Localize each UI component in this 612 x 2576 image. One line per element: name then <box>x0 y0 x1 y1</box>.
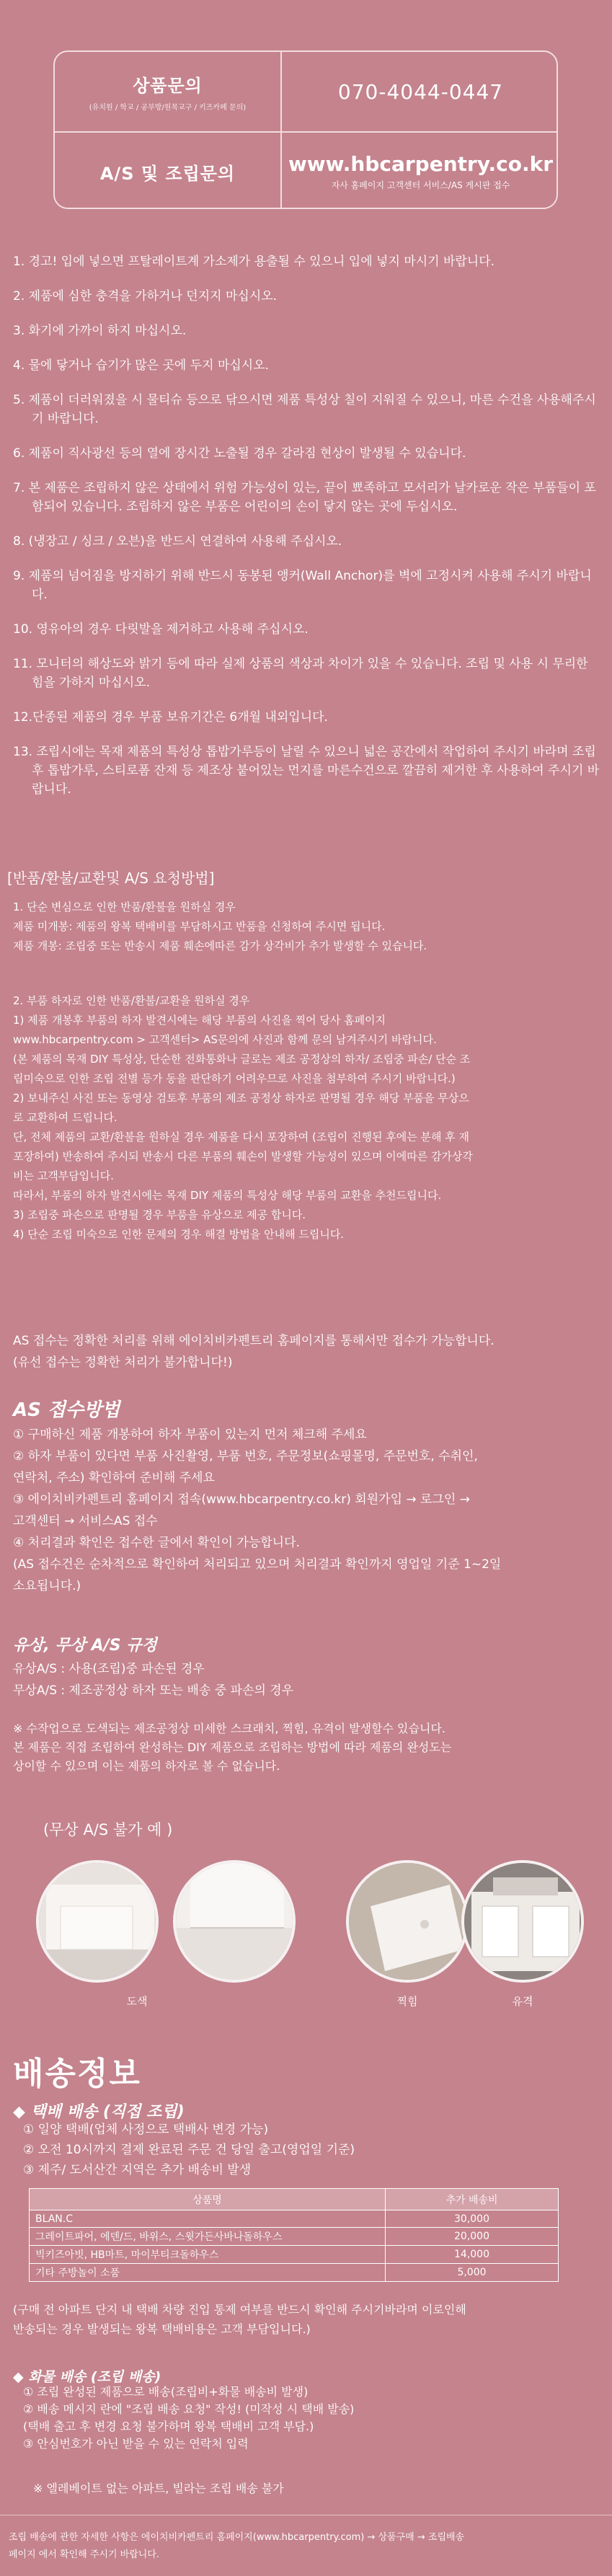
table-row <box>30 2228 559 2246</box>
table-row <box>30 2246 559 2264</box>
warning-item: 12.단종된 제품의 경우 부품 보유기간은 6개월 내외입니다. <box>13 710 328 725</box>
warning-item: 11. 모니터의 해상도와 밝기 등에 따라 실제 상품의 색상과 차이가 있을 수 있습니다. 조립 및 사용 시 무리한 힘을 가하지 마십시오. <box>13 657 588 690</box>
assembly-delivery-line: ① 조립 완성된 제품으로 배송(조립비+화물 배송비 발생) <box>23 2385 309 2399</box>
returns-defect-line: (본 제품의 목재 DIY 특성상, 단순한 전화통화나 글로는 제조 공정상의 하자/ 조립중 파손/ 단순 조 <box>13 1053 471 1066</box>
returns-defect-line: 로 교환하여 드립니다. <box>13 1111 117 1124</box>
not-possible-title: (무상 A/S 불가 예 ) <box>43 1821 173 1838</box>
paid-as-block <box>13 1658 600 1701</box>
website-link[interactable]: www.hbcarpentry.co.kr <box>288 152 554 176</box>
phone-cell <box>282 52 559 131</box>
warning-item: 9. 제품의 넘어짐을 방지하기 위해 반드시 동봉된 앵커(Wall Anchor)를 벽에 고정시켜 사용해 주시기 바랍니다. <box>13 569 592 602</box>
as-method-title: AS 접수방법 <box>13 1399 120 1421</box>
returns-defect-line: 립미숙으로 인한 조립 전별 등가 동을 판단하기 어려우므로 사진을 첨부하여 주시기 바랍니다.) <box>13 1072 456 1085</box>
assembly-delivery-title: ◆ 화물 배송 (조립 배송) <box>13 2369 161 2385</box>
warning-item: 3. 화기에 가까이 하지 마십시오. <box>13 324 187 338</box>
footer-note-line: 페이지 에서 확인해 주시기 바랍니다. <box>9 2549 160 2560</box>
paid-as-note-line: ※ 수작업으로 도색되는 제조공정상 미세한 스크래치, 찍힘, 유격이 발생할수 있습니다. <box>13 1722 445 1735</box>
product-inquiry-cell <box>55 52 280 131</box>
caption-dent: 찍힘 <box>396 1995 418 2008</box>
returns-defect-line: 4) 단순 조립 미숙으로 인한 문제의 경우 해결 방법을 안내해 드립니다. <box>13 1228 345 1241</box>
as-method-line: 고객센터 → 서비스AS 접수 <box>13 1514 158 1528</box>
table-header-product: 상품명 <box>30 2189 386 2210</box>
caption-paint: 도색 <box>126 1995 148 2008</box>
paid-as-note-line: 상이할 수 있으며 이는 제품의 하자로 볼 수 없습니다. <box>13 1759 280 1773</box>
apartment-note-line: (구매 전 아파트 단지 내 택배 차량 진입 통제 여부를 반드시 확인해 주시기바라며 이로인해 <box>13 2303 466 2316</box>
table-header-fee: 추가 배송비 <box>386 2189 559 2210</box>
warning-item: 5. 제품이 더러워졌을 시 물티슈 등으로 닦으시면 제품 특성상 칠이 지워질 수 있으니, 마른 수건을 사용해주시기 바랍니다. <box>13 393 596 426</box>
footer-note-line: 조립 배송에 관한 자세한 사항은 에이치비카펜트리 홈페이지(www.hbcarpentry.com) → 상품구매 → 조립배송 <box>9 2532 465 2543</box>
direct-delivery-line: ① 일양 택배(업체 사정으로 택배사 변경 가능) <box>23 2123 269 2137</box>
warning-item: 4. 물에 닿거나 습기가 많은 곳에 두지 마십시오. <box>13 358 270 373</box>
contact-info-box <box>53 50 558 209</box>
warning-list <box>13 252 600 815</box>
website-subtitle: 자사 홈페이지 고객센터 서비스/AS 게시판 접수 <box>331 180 510 190</box>
warning-item: 10. 영유아의 경우 다릿발을 제거하고 사용해 주십시오. <box>13 622 309 637</box>
dent-example-photo <box>346 1860 469 1983</box>
apartment-note <box>13 2300 600 2339</box>
returns-defect-block <box>13 991 600 1244</box>
table-cell-fee: 14,000 <box>386 2246 559 2264</box>
as-method-line: 연락처, 주소) 확인하여 준비해 주세요 <box>13 1471 215 1485</box>
paid-as-line: 유상A/S : 사용(조립)중 파손된 경우 <box>13 1662 205 1676</box>
footer-note <box>9 2529 596 2564</box>
table-cell-fee: 5,000 <box>386 2264 559 2282</box>
returns-simple-line: 제품 미개봉: 제품의 왕복 택배비를 부담하시고 반품을 신청하여 주시면 됩니다. <box>13 920 386 933</box>
direct-delivery-block <box>23 2120 611 2180</box>
returns-defect-line: 따라서, 부품의 하자 발견시에는 목재 DIY 제품의 특성상 해당 부품의 교환을 추천드립니다. <box>13 1189 442 1202</box>
warning-item: 6. 제품이 직사광선 등의 열에 장시간 노출될 경우 갈라짐 현상이 발생될 수 있습니다. <box>13 446 466 461</box>
warning-item: 1. 경고! 입에 넣으면 프탈레이트계 가소제가 용출될 수 있으니 입에 넣지 마시기 바랍니다. <box>13 254 495 269</box>
returns-defect-title: 2. 부품 하자로 인한 반품/환불/교환을 원하실 경우 <box>13 994 250 1007</box>
not-possible-photo-row <box>36 1860 584 2011</box>
paid-as-line: 무상A/S : 제조공정상 하자 또는 배송 중 파손의 경우 <box>13 1683 294 1698</box>
direct-delivery-line: ③ 제주/ 도서산간 지역은 추가 배송비 발생 <box>23 2163 252 2177</box>
table-cell-fee: 30,000 <box>386 2210 559 2228</box>
table-cell-product: 기타 주방놀이 소품 <box>30 2264 386 2282</box>
as-notice <box>13 1330 600 1373</box>
as-inquiry-cell <box>55 133 280 211</box>
assembly-delivery-line: ③ 안심번호가 아닌 받을 수 있는 연락처 입력 <box>23 2437 249 2451</box>
paint-example-photo <box>36 1860 159 1983</box>
table-cell-fee: 20,000 <box>386 2228 559 2246</box>
as-notice-line: AS 접수는 정확한 처리를 위해 에이치비카펜트리 홈페이지를 통해서만 접수가 가능합니다. <box>13 1334 495 1348</box>
caption-gap: 유격 <box>512 1995 533 2008</box>
returns-simple-line: 제품 개봉: 조립중 또는 반송시 제품 훼손에따른 감가 상각비가 추가 발생할 수 있습니다. <box>13 939 427 952</box>
as-method-block <box>13 1424 600 1597</box>
warning-item: 13. 조립시에는 목재 제품의 특성상 톱밥가루등이 날릴 수 있으니 넓은 공간에서 작업하여 주시기 바라며 조립 후 톱밥가루, 스티로폼 잔재 등 제조상 붙어있는 먼지를 마른수건으로 깔끔히 제거한 후 사용하여 주시기 바랍니다. <box>13 745 600 797</box>
product-inquiry-title: 상품문의 <box>133 76 203 96</box>
returns-defect-line: 단, 전체 제품의 교환/환불을 원하실 경우 제품을 다시 포장하여 (조립이 진행된 후에는 분해 후 재 <box>13 1130 470 1143</box>
returns-heading: [반품/환불/교환및 A/S 요청방법] <box>7 869 215 887</box>
paid-as-title: 유상, 무상 A/S 규정 <box>13 1637 157 1655</box>
warning-item: 2. 제품에 심한 충격을 가하거나 던지지 마십시오. <box>13 289 278 304</box>
warning-item: 7. 본 제품은 조립하지 않은 상태에서 위험 가능성이 있는, 끝이 뾰족하고 모서리가 날카로운 작은 부품들이 포함되어 있습니다. 조립하지 않은 부품은 어린이의 손이 닿지 않는 곳에 두십시오. <box>13 481 596 514</box>
apartment-note-line: 반송되는 경우 발생되는 왕복 택배비용은 고객 부담입니다.) <box>13 2322 311 2336</box>
as-method-line: ② 하자 부품이 있다면 부품 사진촬영, 부품 번호, 주문정보(쇼핑몰명, 주문번호, 수취인, <box>13 1449 478 1464</box>
as-method-line: ③ 에이치비카펜트리 홈페이지 접속(www.hbcarpentry.co.kr) 회원가입 → 로그인 → <box>13 1492 470 1507</box>
paid-as-note-line: 본 제품은 직접 조립하여 완성하는 DIY 제품으로 조립하는 방법에 따라 제품의 완성도는 <box>13 1740 452 1754</box>
website-cell <box>282 133 559 211</box>
phone-number[interactable]: 070-4044-0447 <box>337 79 504 104</box>
as-method-line: (AS 접수건은 순차적으로 확인하여 처리되고 있으며 처리결과 확인까지 영업일 기준 1~2일 <box>13 1557 502 1572</box>
as-inquiry-title: A/S 및 조립문의 <box>99 163 236 184</box>
direct-delivery-line: ② 오전 10시까지 결제 완료된 주문 건 당일 출고(영업일 기준) <box>23 2143 355 2157</box>
returns-simple-block <box>13 898 600 956</box>
table-row <box>30 2264 559 2282</box>
table-cell-product: 그레이트파어, 에덴/드, 바위스, 스윗가든사바나돌하우스 <box>30 2228 386 2246</box>
paid-as-note <box>13 1719 600 1776</box>
as-notice-line: (유선 접수는 정확한 처리가 불가합니다!) <box>13 1355 233 1370</box>
returns-defect-line: 포장하여) 반송하여 주시되 반송시 다른 부품의 훼손이 발생할 가능성이 있으며 이에따른 감가상각 <box>13 1150 473 1163</box>
returns-simple-title: 1. 단순 변심으로 인한 반품/환불을 원하실 경우 <box>13 900 236 913</box>
paint-detail-photo <box>173 1860 296 1983</box>
product-inquiry-subtitle: (유치원 / 학교 / 공부방/원목교구 / 키즈카페 문의) <box>89 104 247 112</box>
assembly-delivery-line: ② 배송 메시지 란에 "조립 배송 요청" 작성! (미작성 시 택배 발송) <box>23 2402 355 2416</box>
returns-defect-line: www.hbcarpentry.com > 고객센터> AS문의에 사진과 함께 문의 남겨주시기 바랍니다. <box>13 1033 437 1046</box>
table-cell-product: 빅키즈아빗, HB마트, 마이부티크돌하우스 <box>30 2246 386 2264</box>
table-cell-product: BLAN.C <box>30 2210 386 2228</box>
assembly-delivery-block <box>23 2384 611 2453</box>
gap-example-photo <box>461 1860 584 1983</box>
as-method-line: ① 구매하신 제품 개봉하여 하자 부품이 있는지 먼저 체크해 주세요 <box>13 1428 367 1442</box>
table-header-row <box>30 2189 559 2210</box>
direct-delivery-title: ◆ 택배 배송 (직접 조립) <box>13 2103 185 2121</box>
as-method-line: ④ 처리결과 확인은 접수한 글에서 확인이 가능합니다. <box>13 1536 300 1550</box>
extra-fee-table <box>29 2188 559 2282</box>
as-method-line: 소요됩니다.) <box>13 1579 81 1593</box>
assembly-delivery-line: (택배 출고 후 변경 요청 불가하며 왕복 택배비 고객 부담.) <box>23 2420 314 2433</box>
returns-defect-line: 비는 고객부담입니다. <box>13 1169 114 1182</box>
table-row <box>30 2210 559 2228</box>
delivery-title: 배송정보 <box>13 2055 142 2092</box>
warning-item: 8. (냉장고 / 싱크 / 오븐)을 반드시 연결하여 사용해 주십시오. <box>13 534 342 549</box>
elevator-note: ※ 엘레베이트 없는 아파트, 빌라는 조립 배송 불가 <box>33 2482 284 2495</box>
returns-defect-line: 3) 조립중 파손으로 판명될 경우 부품을 유상으로 제공 합니다. <box>13 1208 306 1221</box>
returns-defect-line: 2) 보내주신 사진 또는 동영상 검토후 부품의 제조 공정상 하자로 판명될 경우 해당 부품을 무상으 <box>13 1092 469 1105</box>
returns-defect-line: 1) 제품 개봉후 부품의 하자 발견시에는 해당 부품의 사진을 찍어 당사 홈페이지 <box>13 1014 386 1027</box>
